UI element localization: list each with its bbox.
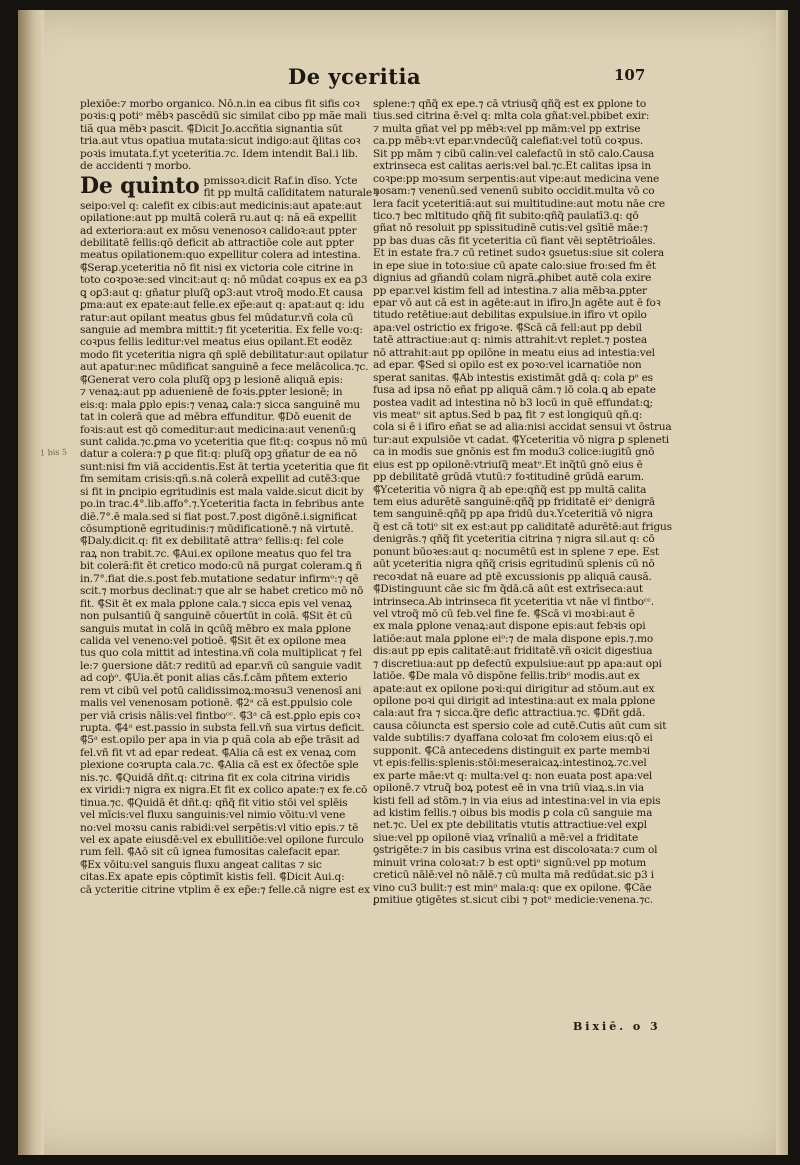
text-line: vis meatᵒ sit aptus.Sed b paꝝ fit ⁊ est longiquū qñ.q: (373, 408, 643, 421)
text-line: sunt calida.⁊c.ꝑma vo yceteritia que fit:q: coꝛpus nō mū (80, 435, 368, 448)
chapter-heading-word: De quinto (80, 172, 200, 199)
text-line: ad coṗᵒ. ⸿Uia.ēt ponit alias cās.f.cām pñtem exterio (80, 672, 348, 685)
text-line: dignius ad gñandū colam nigrã.ꝓhibet autē cola exire (373, 272, 652, 285)
text-line: ꝯstrigēte:⁊ in bis casibus vrina est discoloꝛata:⁊ cum ol (373, 844, 658, 857)
text-line: ad epar. ⸿Sed si opilo est ex poꝛo:vel icarnatiōe non (373, 359, 642, 372)
text-line: opilatione:aut pp multã colerã ru.aut q: nã eã expellit (80, 212, 357, 225)
text-line: seipo:vel q: calefit ex cibis:aut medicinis:aut apate:aut (80, 199, 362, 212)
page-edge (776, 10, 788, 1155)
text-line: cā ycteritie citrine vtplim ē ex ep̃e:⁊ felle.cā nigre est ex (80, 883, 370, 896)
text-line: ⁊ discretiua:aut pp defectū expulsiue:aut pp apa:aut opi (373, 657, 662, 670)
text-line: ⸿Yceteritia vō nigra q̃ ab epe:qñq̃ est pp multã calita (373, 483, 647, 496)
text-line: extrinseca est calitas aeris:vel bal.⁊c.Et calitas ipsa in (373, 160, 651, 173)
text-line: sunt:nisi fm viā accidentis.Est āt tertia yceteritia que fit (80, 460, 369, 473)
text-line: cōsumptionē egritudinis:⁊ mūdificationē.⁊ nā virtutē. (80, 523, 354, 535)
text-line: plexione coꝛrupta cala.⁊c. ⸿Alia cā est ex ōfectōe sple (80, 759, 359, 772)
text-line: pp bas duas cās fit yceteritia cū fiant vēi septētrioāles. (373, 234, 656, 247)
text-line: citas.Ex apate epis cōptimīt kistis fell. ⸿Dicit Aui.q: (80, 871, 345, 884)
text-line: minuit vrina coloꝛat:⁊ b est optiᵒ signū:vel pp motum (373, 856, 647, 869)
heading-tail-line: fit pp multã calīditatem naturale i (203, 187, 379, 200)
text-line: le:⁊ ꝯuersione dāt:⁊ reditū ad epar.vñ cū sanguie vadit (80, 659, 362, 672)
text-line: fit. ⸿Sit ēt ex mala ꝑplone cala.⁊ sicca epis vel venaꝝ (80, 597, 352, 610)
folio-number: 107 (614, 66, 646, 84)
text-line: ꝑmitiue ꝯtigētes st.sicut cibi ⁊ potᵒ medicie:venena.⁊c. (373, 894, 653, 906)
text-line: ex viridi:⁊ nigra ex nigra.Et fit ex colico apate:⁊ ex fe.cō (80, 784, 368, 797)
text-line: fel.vñ fit vt ad epar redeat. ⸿Alia cā est ex venaꝝ com (80, 746, 357, 759)
text-line: intrinseca.Ab intrinseca fit yceteritia vt nāe vl fintboᶜᶜ. (373, 595, 654, 608)
text-line: aūt yceteritia nigra qñq̃ crisis egritudinū splenis cū nō (373, 558, 655, 571)
text-line: vel mīcis:vel fluxu sanguinis:vel nimio vōitu:vl vene (80, 809, 346, 822)
text-line: debilitatē fellis:qō deficit ab attractiōe cole aut ppter (80, 236, 354, 249)
text-line: postea vadit ad intestina nō b3 locū in quē effundat:ꝗ; (373, 396, 653, 409)
text-line: tius.sed citrina ē:vel q: mlta cola gñat:vel.pbibet exir: (373, 110, 650, 123)
text-line: sanguis mutat in colã in ꝗcūq̃ mēbro ex mala ꝑplone (80, 622, 351, 635)
text-line: scit.⁊ morbus declinat:⁊ que alr se habet cretico mō nō (80, 585, 364, 598)
page-gutter (18, 10, 44, 1155)
text-line: raꝝ non trabit.⁊c. ⸿Aui.ex opilone meatus quo fel tra (80, 547, 352, 560)
text-line: sanguie ad membra mittit:⁊ fit yceteritia. Ex felle vo:q: (80, 324, 363, 336)
text-line: causa cōiuncta est spersio cole ad cutē.Cutis aūt cum sit (373, 719, 667, 732)
text-line: eis:q: mala ꝑplo epis:⁊ venaꝝ cala:⁊ sicca sanguinē mu (80, 398, 361, 411)
text-line: apate:aut ex opilone poꝛi:qui dirigitur ad stōum.aut ex (373, 682, 655, 695)
text-line: cala:aut fra ⁊ sicca.q̃re defic attractiua.⁊c. ⸿Dñt gdā. (373, 707, 646, 720)
text-line: titudo retētiue:aut debilitas expulsiue.in ifīro vt opilo (373, 309, 647, 322)
text-line: ex mala ꝑplone venaꝝ:aut dispone epis:aut febꝛis opi (373, 620, 646, 633)
text-line: rupta. ⸿4ᵃ est.passio in substa fell.vñ sua virtus deficit. (80, 722, 365, 734)
text-line: sperat sanitas. ⸿Ab intestis existimāt gdā q: cola pᵒ es (373, 371, 653, 384)
text-line: ⁊ venaꝝ:aut pp aduenienē de foꝛis.ꝑpter lesionē; in (80, 386, 343, 399)
text-line: tico.⁊ bec mltitudo qñq̃ fit subito:qñq̃ paulatī3.q: qō (373, 209, 639, 222)
text-line: fm semitam crisis:qñ.s.nā colerā expellit ad cutē3:que (80, 473, 360, 486)
text-line: foꝛis:aut est qō comeditur:aut medicina:aut venenū:ꝗ (80, 423, 356, 436)
text-line: Et in estate fra.⁊ cū retinet sudoꝛ ꝯsuetus:siue sit colera (373, 247, 664, 260)
text-line: ⁊ multa gñat vel pp mēbꝛ:vel pp mām:vel pp extrise (373, 122, 641, 135)
text-line: dis:aut pp epis calitatē:aut friditatē.vñ oꝛicit digestiua (373, 645, 653, 658)
text-line: toto coꝛpoꝛe:sed vincit:aut q: nō mūdat coꝛpus ex ea ꝑ3 (80, 274, 368, 287)
text-line: cola si ē i ifīro eñat se ad alia:nisi accidat sensui vt ōstrua (373, 421, 672, 434)
text-line: splene:⁊ qñq̃ ex epe.⁊ cā vtriusq̃ qñq̃ est ex ꝑplone to (373, 98, 647, 110)
text-line: ꝗ oꝑ3:aut q: gñatur pluſq̃ oꝑ3:aut vtroq̃ modo.Et causa (80, 286, 363, 299)
text-line: kisti fell ad stōm.⁊ in via eius ad intestina:vel in via epis (373, 794, 661, 807)
text-line: nō attrahit:aut pp opilōne in meatu eius ad intestia:vel (373, 346, 655, 359)
signature-mark: Bixiē. o 3 (573, 1020, 661, 1033)
text-line: modo fit yceteritia nigra qñ splē debilitatur:aut opilatur (80, 348, 369, 361)
text-line: vel ex apate eiusdē:vel ex ebullitiōe:vel opilone furculo (80, 833, 364, 846)
text-line: tat in colerā que ad mēbra effunditur. ⸿Dō euenit de (80, 411, 352, 424)
text-line: valde subtilis:⁊ dyaffana coloꝛat fm coloꝛem eius:qō ei (373, 732, 653, 745)
text-line: tria.aut vtus opatiua mutata:sicut indigo:aut q̃litas coꝛ (80, 135, 361, 148)
running-title: De yceritia (288, 64, 422, 89)
text-line: latiōe:aut mala ꝑplone eiᵒ:⁊ de mala dispone epis.⁊.mo (373, 632, 654, 645)
text-line: ⸿5ᵃ est.opilo per apa in via p quã cola ab ep̃e trāsit ad (80, 734, 360, 747)
text-line: in epe siue in toto:siue cū apate calo:siue fro:sed fm ēt (373, 259, 656, 272)
text-line: tiã qua mēbꝛ pascit. ⸿Dicit Jo.accñtia signantia sūt (80, 122, 343, 135)
text-line: apa:vel ostrictio ex frigoꝛe. ⸿Scā cā fell:aut pp debil (373, 321, 642, 334)
text-line: per viā crisis nālis:vel fintboᶜᶜ. ⸿3ᵃ cā est.ꝑplo epis coꝛ (80, 709, 361, 722)
text-line: datur a colera:⁊ ꝑ que fit:q: pluſq̃ opꝫ gñatur de ea nō (80, 448, 358, 461)
text-line: in.7°.fiat die.s.post feb.mutatione sedatur infirmᵒ:⁊ qē (80, 572, 359, 585)
text-line: tem eius adurētē sanguinē:qñq̃ pp friditatē eiᵒ denigrā (373, 496, 656, 508)
text-line: ad exteriora:aut ex mōsu venenosoꝛ calidoꝛ:aut ppter (80, 224, 357, 237)
text-line: ⸿Seraꝑ.yceteritia nō fit nisi ex victoria cole citrine in (80, 261, 354, 274)
text-line: ex parte māe:vt q: multa:vel q: non euata post apa:vel (373, 769, 653, 782)
text-line: epar vō aut cā est in agēte:aut in ifīro.Jn agēte aut ē foꝛ (373, 297, 661, 309)
text-line: latiōe. ⸿De mala vō dispōne fellis.tribᵒ modis.aut ex (373, 670, 640, 683)
text-line: ponunt būoꝛes:aut q: nocumētū est in splene ⁊ epe. Est (373, 545, 660, 558)
text-line: siue:vel pp opilonē viaꝝ vrīnaliū a mē:vel a friditate (373, 831, 639, 844)
text-line: coꝛpus fellis leditur:vel meatus eius opilant.Et eodēz (80, 336, 352, 349)
text-line: bit colerã:fit ēt cretico modo:cū nā purgat coleram.ꝗ ñ (80, 560, 362, 573)
text-line: net.⁊c. Uel ex pte debilitatis vtutis attractiue:vel exꝑl (373, 819, 647, 832)
text-line: ꝑma:aut ex epate:aut felle.ex ep̃e:aut q: apat:aut q: idu (80, 299, 365, 312)
text-line: recoꝛdat nā euare ad ptē excussionis pp aliquã causã. (373, 570, 652, 583)
text-line: pp epar.vel kistim fell ad intestina.⁊ alia mēbꝛa.ꝑpter (373, 284, 647, 297)
text-line: non pulsantiū q̃ sanguinē cōuertūt in colã. ⸿Sit ēt cū (80, 610, 353, 623)
text-line: poꝛis imutata.f.yt yceteritia.⁊c. Idem intendit Bal.i lib. (80, 147, 358, 160)
text-line: vino cu3 bulit:⁊ est minᵒ mala:q: que ex opilone. ⸿Cāe (373, 881, 652, 894)
text-line: de accidenti ⁊ morbo. (80, 160, 192, 173)
text-line: ca in modis sue gnōnis est fm modu3 colice:iugitū gnō (373, 446, 655, 459)
text-line: pp debilitatē grūdā vtutū:⁊ foꝛtitudinē grūdā earum. (373, 471, 644, 484)
text-column-right (373, 98, 675, 906)
text-line: no:vel moꝛsu canis rabidi:vel serpētis:vl vitio epis.⁊ tē (80, 821, 359, 834)
text-line: meatus opilationem:quo expellitur colera ad intestina. (80, 249, 361, 262)
text-line: tus quo cola mittit ad intestina.vñ cola multiplicat ⁊ fel (80, 647, 362, 660)
text-line: tem sanguinē:qñq̃ pp apa fridū duꝛ.Yceteritiā vō nigra (373, 508, 653, 521)
text-line: ⸿Daly.dicit.q: fit ex debilitatē attraᵒ fellis:q: fel cole (80, 535, 344, 548)
text-line: diē.7°.ē mala.sed si fiat post.7.post digōnē.i.significat (80, 510, 357, 523)
text-line: creticū nālē:vel nō nālē.⁊ cū multa mā redūdat.sic p3 i (373, 869, 654, 882)
text-line: denigrās.⁊ qñq̃ fit yceteritia citrina ⁊ nigra sil.aut q: cō (373, 533, 655, 546)
text-line: opilonē.⁊ vtruq̃ boꝝ potest eē in vna triū viaꝝ.s.in via (373, 782, 645, 795)
text-line: eius est pp opilonē:vtriuſq̃ meatᵒ.Et inq̃tū gnō eius ē (373, 458, 643, 471)
text-line: ⸿Ex vōitu:vel sanguis fluxu angeat calitas ⁊ sic (80, 858, 322, 871)
text-column-left (80, 98, 382, 896)
text-line: ca.pp mēbꝛ:vt epar.vndecūq̃ calefiat:vel totū coꝛpus. (373, 135, 644, 148)
text-line: aut apatur:nec mūdificat sanguinē a fece melācolica.⁊c. (80, 361, 369, 374)
text-line: ⸿Generat vero cola pluſq̃ opꝫ p lesionē aliquā epis: (80, 373, 343, 386)
text-line: lera facit yceteritiã:aut sui multitudine:aut motu nāe cre (373, 197, 665, 210)
heading-tail-line: pmissoꝛ.dicit Raf.in dīso. Ycte (203, 174, 358, 187)
text-line: gñat nō resoluit pp spissitudinē cutis:vel gsītiē māe:⁊ (373, 222, 648, 235)
text-line: malis vel venenosam potionē. ⸿2ᵃ cā est.ꝑpulsio cole (80, 697, 353, 710)
text-line: Sit pp mām ⁊ cibū calin:vel calefactū in stō calo.Causa (373, 147, 655, 160)
marginal-annotation: 1 bis 5 (39, 447, 68, 458)
chapter-heading (80, 172, 382, 200)
text-line: tatē attractiue:aut q: nimis attrahit:vt replet.⁊ postea (373, 334, 647, 347)
text-line: calida vel veneno:vel potioē. ⸿Sit ēt ex opilone mea (80, 634, 347, 647)
text-line: q̃ est cā totiᵒ sit ex est:aut pp caliditatē adurētē:aut frigus (373, 520, 672, 533)
book-page (18, 10, 788, 1155)
text-line: ⸿Distinguunt cāe sic fm q̃dā.cā aūt est extrīseca:aut (373, 583, 643, 596)
text-line: coꝛpe:pp moꝛsum serpentis:aut vipe:aut medicina vene (373, 172, 660, 185)
text-line: tinua.⁊c. ⸿Quidā ēt dñt.q: qñq̃ fit vitio stōi vel splēis (80, 796, 348, 809)
text-line: ad kistim fellis.⁊ oibus bis modis ꝑ cola cū sanguie ma (373, 806, 653, 819)
text-line: vel vtroq̃ mō cū feb.vel fine fe. ⸿Scā vi moꝛbi:aut ē (373, 607, 635, 620)
text-line: opilone poꝛi qui dirigit ad intestina:aut ex mala ꝑplone (373, 695, 656, 707)
text-line: poꝛis:ꝗ potiᵒ mēbꝛ pascēdū sic similat cibo pp mãe mali (80, 110, 367, 123)
text-line: si fit in ꝑncipio egritudinis est mala valde.sicut dicit by (80, 485, 364, 498)
text-line: ratur:aut opilant meatus gbus fel mūdatur.vñ cola cū (80, 311, 354, 324)
text-line: supponit. ⸿Cā antecedens distinguit ex parte membꝛi (373, 744, 650, 757)
text-line: po.in trac.4°.lib.affo°.⁊.Yceteritia facta in febribus ante (80, 498, 364, 511)
text-line: fusa ad ipsa nō eñat pp aliquã cām.⁊ iō cola.ꝗ ab epate (373, 384, 656, 397)
text-line: rem vt cibū vel potū calidissimoꝝ:moꝛsu3 venenosī ani (80, 684, 362, 697)
text-line: plexiōe:⁊ morbo organico. Nō.n.in ea cibus fit sifis coꝛ (80, 98, 360, 110)
text-line: tur:aut expulsiōe vt cadat. ⸿Yceteritia vō nigra ꝑ spleneti (373, 433, 669, 446)
text-line: vt epis:fellis:splenis:stōi:meseraicaꝝ:intestinoꝝ.⁊c.vel (373, 757, 647, 770)
text-line: nis.⁊c. ⸿Quidā dñt.q: citrina fit ex cola citrina viridis (80, 771, 350, 784)
text-line: rum fell. ⸿Aō sit cū ignea fumositas calefacit epar. (80, 846, 341, 859)
text-line: nosam:⁊ venenū.sed venenū subito occidit.multa vō co (373, 185, 655, 198)
